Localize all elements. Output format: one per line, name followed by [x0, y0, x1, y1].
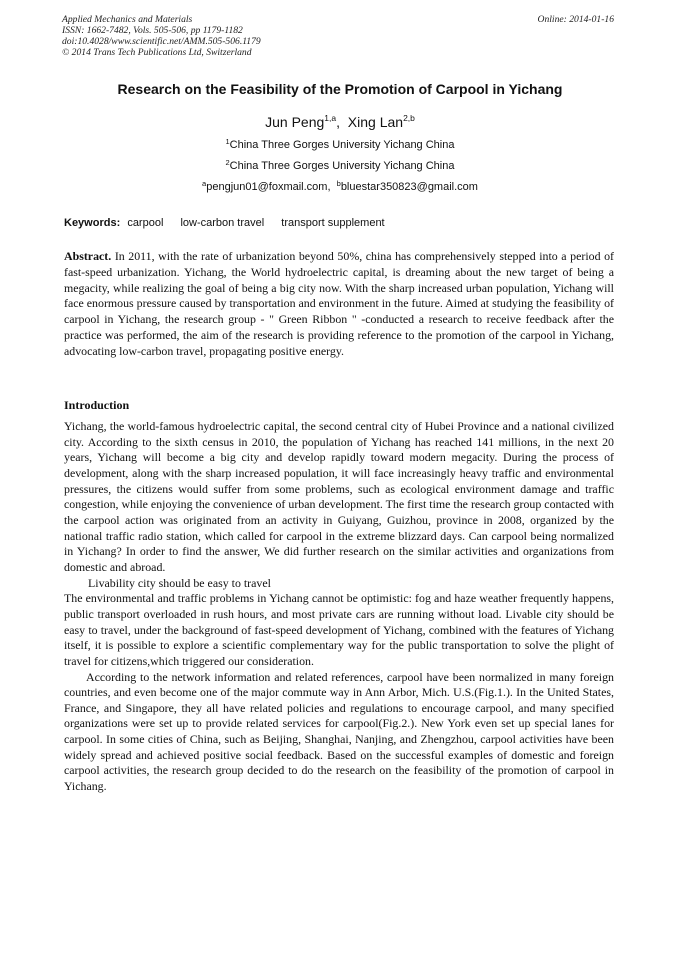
paper-title: Research on the Feasibility of the Promotion of Carpool in Yichang: [117, 81, 563, 97]
email-address: pengjun01@foxmail.com,: [206, 181, 331, 193]
journal-header: [62, 14, 482, 58]
author-separator: ,: [336, 114, 340, 130]
affiliation-superscript: 1: [225, 137, 230, 146]
keyword: low-carbon travel: [180, 217, 265, 229]
abstract-label: Abstract.: [64, 249, 112, 263]
paragraph: Yichang, the world-famous hydroelectric capital, the second central city of Hubei Province and a national civilized city. According to the sixth census in 2010, the population of Yichang has reached 141 millions, in the next 20 years, Yichang will become a big city and develop rapidly toward modern megacity. During the process of development, along with the sharp increased population, it will face increasingly heavy traffic and environmental pressures, the citizens would suffer from some problems, such as ecological environment damage and traffic congestion, while enjoying the convenience of urban development. The first time the research group contacted with the carpool action was originated from an activity in Guiyang, Guizhou, province in 2008, organized by the national traffic radio station, which called for carpool in the extreme blizzard days. Can carpool being normalized in Yichang? In order to find the answer, We did further research on the similar activities and organizations from domestic and abroad.: [64, 419, 614, 574]
keywords-label: Keywords:: [64, 217, 121, 229]
journal-name: Applied Mechanics and Materials: [62, 14, 193, 25]
author-superscript: 2,b: [403, 113, 415, 123]
paragraph: The environmental and traffic problems in Yichang cannot be optimistic: fog and haze weather frequently happens, public transport overloaded in rush hours, and most private cars are running without load. Livable city should be easy to travel, under the background of fast-speed development of Yichang, combined with the features of Yichang itself, it is possible to explore a scientific complementary way for the public transportation to solve the plight of travel for citizens,which triggered our consideration.: [64, 591, 614, 668]
abstract-text: In 2011, with the rate of urbanization beyond 50%, china has comprehensively stepped into a period of fast-speed urbanization. Yichang, the World hydroelectric capital, is dreaming about the new target of being a megacity, while realizing the goal of being a big city now. With the sharp increased urban population, Yichang will face enormous pressure caused by transportation and environment in the future. Aimed at studying the feasibility of carpool in Yichang, the research group - " Green Ribbon " -conducted a research to receive feedback after the practice was performed, the aim of the research is providing reference to the promotion of the carpool in Yichang, advocating low-carbon travel, propagating positive energy.: [64, 249, 614, 358]
email-superscript: a: [202, 179, 207, 188]
affiliation-text: China Three Gorges University Yichang China: [229, 139, 455, 151]
body-text: [64, 419, 614, 795]
copyright-line: © 2014 Trans Tech Publications Ltd, Switzerland: [62, 47, 252, 58]
author-superscript: 1,a: [324, 113, 337, 123]
affiliation-2: [40, 159, 640, 173]
keywords: [64, 216, 624, 230]
author-name: Jun Peng: [265, 114, 325, 130]
keyword: transport supplement: [281, 217, 385, 229]
keyword: carpool: [127, 217, 164, 229]
doi-line: doi:10.4028/www.scientific.net/AMM.505-506.1179: [62, 36, 261, 47]
email-line: [40, 180, 640, 194]
author-line: [40, 113, 640, 131]
subheading: Livability city should be easy to travel: [88, 575, 271, 590]
author-name: Xing Lan: [347, 114, 404, 130]
abstract: [64, 249, 614, 360]
email-address: bluestar350823@gmail.com: [340, 181, 478, 193]
affiliation-superscript: 2: [225, 158, 230, 167]
affiliation-text: China Three Gorges University Yichang China: [229, 160, 455, 172]
issn-line: ISSN: 1662-7482, Vols. 505-506, pp 1179-1182: [62, 25, 243, 36]
online-date: Online: 2014-01-16: [537, 14, 614, 25]
section-heading: Introduction: [64, 398, 130, 412]
email-superscript: b: [336, 179, 341, 188]
paragraph: According to the network information and related references, carpool have been normalized in many foreign countries, and even become one of the major commute way in Ann Arbor, Mich. U.S.(Fig.1.). In the United States, France, and Singapore, they all have related policies and regulations to encourage carpool, and many specified organizations were set up to provide related services for carpool(Fig.2.). New York even set up special lanes for carpool. In some cities of China, such as Beijing, Shanghai, Nanjing, and Zhengzhou, carpool activities have been widely spread and achieved positive social feedback. Based on the successful examples of domestic and foreign carpool activities, the research group decided to do the research on the feasibility of the promotion of carpool in Yichang.: [64, 669, 614, 794]
affiliation-1: [40, 138, 640, 152]
